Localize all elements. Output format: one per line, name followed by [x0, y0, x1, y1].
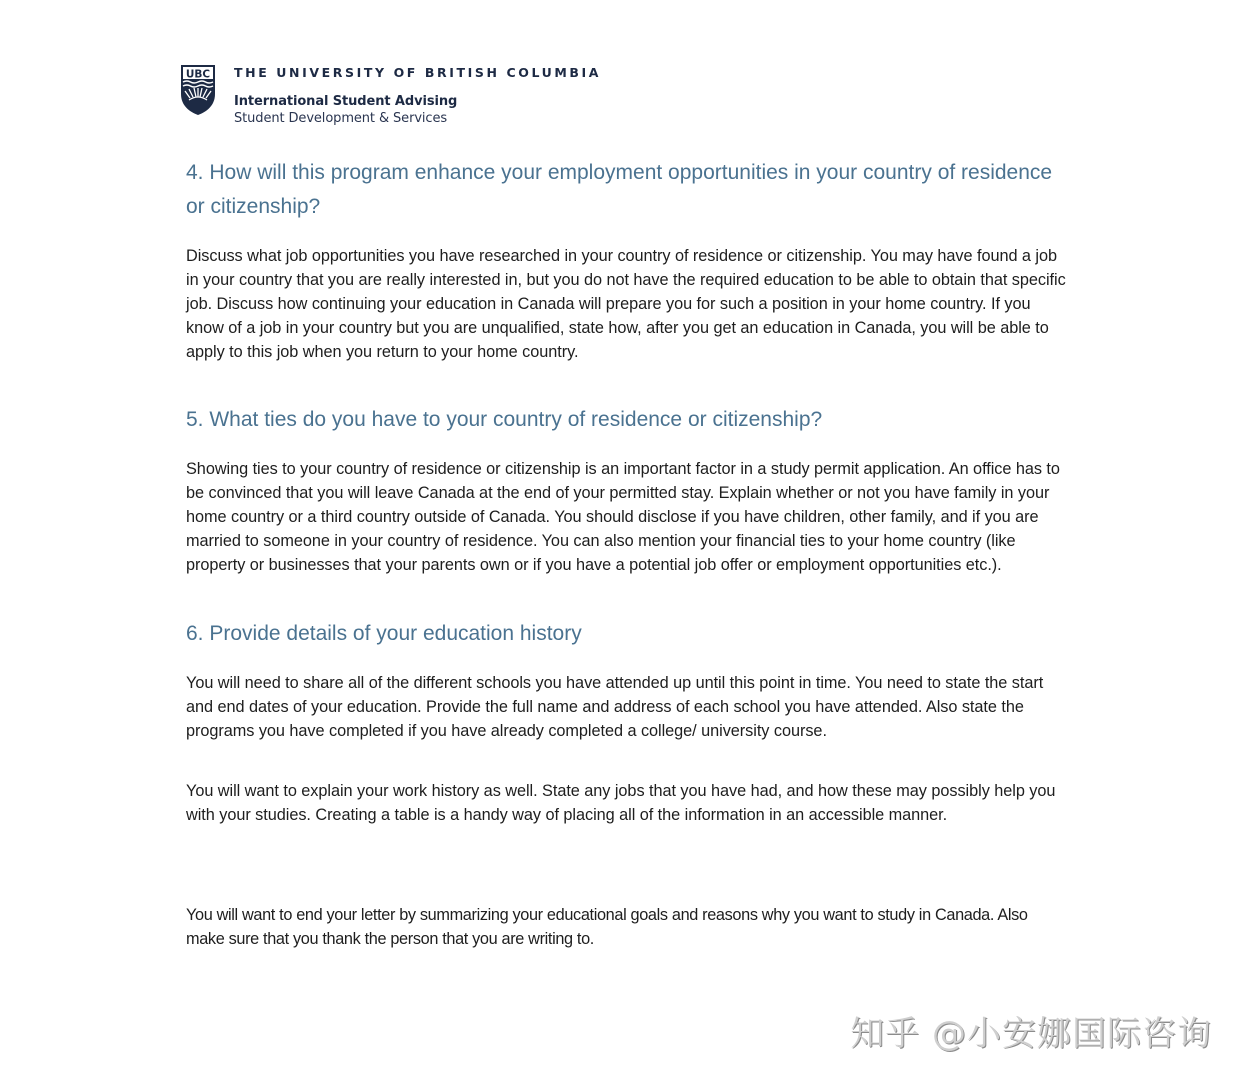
section-paragraph-employment: Discuss what job opportunities you have researched in your country of residence or citizenship. You may have found a job in your country that you are really interested in, but you do not have the required education to be able to obtain that specific job. Discuss how continuing your education in Canada will prepare you for such a position in your home country. If you know of a job in your country but you are unqualified, state how, after you get an education in Canada, you will be able to apply to this job when you return to your home country.: [186, 247, 1066, 361]
section-paragraph-education: You will need to share all of the different schools you have attended up until this point in time. You need to state the start and end dates of your education. Provide the full name and address of each school you have attended. Also state the programs you have completed if you have already completed a college/ university course.: [186, 674, 1044, 740]
section-heading-education: 6. Provide details of your education history: [186, 622, 582, 645]
section-heading-employment: 4. How will this program enhance your employment opportunities in your country of residence or citizenship?: [186, 161, 1053, 218]
section-paragraph-ties: Showing ties to your country of residence or citizenship is an important factor in a study permit application. An office has to be convinced that you will leave Canada at the end of your permitted stay. Explain whether or not you have family in your home country or a third country outside of Canada. You should disclose if you have children, other family, and if you are married to someone in your country of residence. You can also mention your financial ties to your home country (like property or businesses that your parents own or if you have a potential job offer or employment opportunities etc.).: [186, 460, 1060, 574]
department-name: International Student Advising: [234, 94, 458, 109]
section-heading-ties: 5. What ties do you have to your country of residence or citizenship?: [186, 408, 823, 431]
zhihu-watermark: 知乎 @小安娜国际咨询: [850, 1014, 1212, 1054]
closing-paragraph: You will want to end your letter by summarizing your educational goals and reasons why you want to study in Canada. Also make sure that you thank the person that you are writing to.: [186, 906, 1028, 948]
svg-text:UBC: UBC: [185, 68, 211, 81]
ubc-crest-logo-icon: [180, 64, 216, 116]
ubc-letterhead: [180, 63, 601, 126]
university-name: THE UNIVERSITY OF BRITISH COLUMBIA: [234, 65, 602, 80]
section-paragraph-work-history: You will want to explain your work history as well. State any jobs that you have had, and how these may possibly help you with your studies. Creating a table is a handy way of placing all of the information in an accessible manner.: [186, 782, 1056, 824]
subdepartment-name: Student Development & Services: [234, 111, 448, 126]
